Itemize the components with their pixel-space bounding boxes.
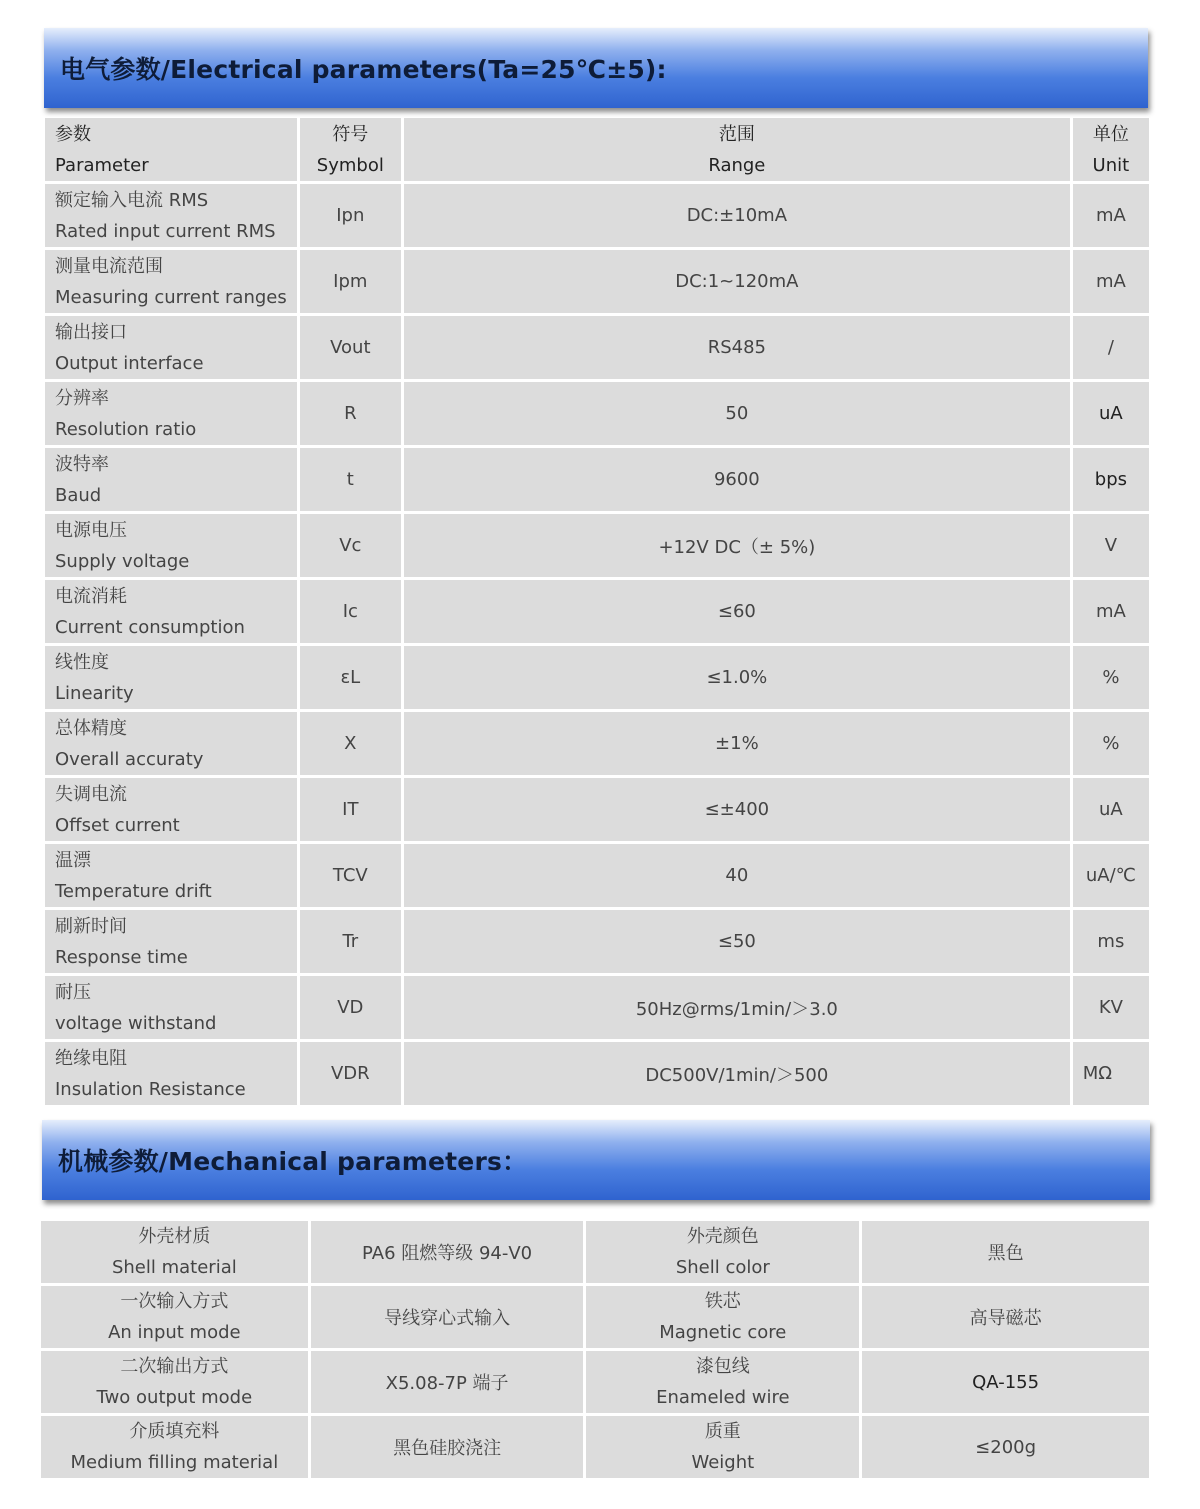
table-row — [45, 250, 1149, 313]
symbol-cell: t — [300, 448, 401, 511]
parameter-name-cn: 耐压 — [55, 981, 91, 1003]
property-value-cell: 导线穿心式输入 — [311, 1286, 584, 1348]
electrical-section-banner — [44, 28, 1148, 108]
electrical-parameters-table — [42, 115, 1152, 1108]
parameter-cell — [45, 844, 297, 907]
property-label-cn: 铁芯 — [704, 1291, 741, 1312]
range-cell: 50Hz@rms/1min/＞3.0 — [404, 976, 1070, 1039]
property-label-cell — [41, 1351, 308, 1413]
table-row — [45, 1042, 1149, 1105]
property-label-cn: 外壳材质 — [138, 1226, 211, 1247]
parameter-name-en: Resolution ratio — [55, 418, 197, 440]
symbol-cell: Ic — [300, 580, 401, 643]
range-cell: DC:±10mA — [404, 184, 1070, 247]
range-cell: ±1% — [404, 712, 1070, 775]
symbol-cell: IT — [300, 778, 401, 841]
range-cell: ≤50 — [404, 910, 1070, 973]
parameter-name-cn: 分辨率 — [55, 387, 109, 409]
symbol-cell: Ipm — [300, 250, 401, 313]
parameter-name-cn: 总体精度 — [55, 717, 127, 739]
unit-cell: uA — [1073, 382, 1149, 445]
table-row — [45, 778, 1149, 841]
unit-cell: mA — [1073, 184, 1149, 247]
parameter-name-en: Temperature drift — [55, 880, 212, 902]
symbol-cell: Vout — [300, 316, 401, 379]
parameter-name-cn: 输出接口 — [55, 321, 127, 343]
parameter-cell — [45, 778, 297, 841]
range-cell: 9600 — [404, 448, 1070, 511]
property-value-cell: QA-155 — [862, 1351, 1149, 1413]
table-row — [41, 1416, 1149, 1478]
parameter-name-cn: 绝缘电阻 — [55, 1047, 127, 1069]
table-row — [45, 976, 1149, 1039]
range-cell: +12V DC（± 5%) — [404, 514, 1070, 577]
property-label-en: Shell material — [111, 1257, 237, 1278]
symbol-cell: Tr — [300, 910, 401, 973]
mechanical-parameters-table — [38, 1218, 1152, 1481]
header-symbol — [300, 118, 401, 181]
parameter-cell — [45, 382, 297, 445]
table-header-row — [45, 118, 1149, 181]
parameter-cell — [45, 448, 297, 511]
symbol-cell: R — [300, 382, 401, 445]
property-label-cn: 质重 — [704, 1421, 741, 1442]
unit-cell: % — [1073, 646, 1149, 709]
property-value-cell: PA6 阻燃等级 94-V0 — [311, 1221, 584, 1283]
parameter-name-en: Baud — [55, 484, 102, 506]
parameter-cell — [45, 514, 297, 577]
property-label-en: Medium filling material — [70, 1452, 279, 1473]
parameter-name-en: Insulation Resistance — [55, 1078, 246, 1100]
property-label-cell — [586, 1351, 859, 1413]
range-cell: ≤±400 — [404, 778, 1070, 841]
parameter-name-en: voltage withstand — [55, 1012, 217, 1034]
parameter-name-en: Measuring current ranges — [55, 286, 287, 308]
unit-cell: KV — [1073, 976, 1149, 1039]
symbol-cell: X — [300, 712, 401, 775]
parameter-cell — [45, 712, 297, 775]
electrical-section-title: 电气参数/Electrical parameters(Ta=25℃±5): — [60, 55, 667, 84]
header-unit-cn: 单位 — [1092, 123, 1129, 145]
property-label-cell — [41, 1221, 308, 1283]
property-label-cell — [41, 1416, 308, 1478]
range-cell: ≤1.0% — [404, 646, 1070, 709]
header-parameter-en: Parameter — [55, 154, 149, 176]
table-row — [45, 646, 1149, 709]
parameter-name-cn: 线性度 — [55, 651, 109, 673]
header-symbol-en: Symbol — [316, 154, 384, 176]
parameter-name-cn: 额定输入电流 RMS — [55, 189, 209, 211]
unit-cell: MΩ — [1073, 1042, 1149, 1105]
header-range — [404, 118, 1070, 181]
parameter-cell — [45, 646, 297, 709]
table-row — [45, 910, 1149, 973]
parameter-name-cn: 波特率 — [55, 453, 109, 475]
table-row — [45, 382, 1149, 445]
table-row — [45, 184, 1149, 247]
parameter-cell — [45, 976, 297, 1039]
header-range-en: Range — [708, 154, 766, 176]
parameter-name-en: Response time — [55, 946, 188, 968]
property-label-en: Magnetic core — [659, 1322, 787, 1343]
parameter-cell — [45, 184, 297, 247]
header-range-cn: 范围 — [718, 123, 755, 145]
parameter-cell — [45, 910, 297, 973]
property-label-cn: 外壳颜色 — [686, 1226, 759, 1247]
parameter-name-en: Offset current — [55, 814, 180, 836]
header-symbol-cn: 符号 — [332, 123, 369, 145]
parameter-name-cn: 测量电流范围 — [55, 255, 163, 277]
range-cell: DC500V/1min/＞500 — [404, 1042, 1070, 1105]
symbol-cell: Ipn — [300, 184, 401, 247]
symbol-cell: VD — [300, 976, 401, 1039]
parameter-name-cn: 电流消耗 — [55, 585, 127, 607]
property-label-en: Shell color — [675, 1257, 770, 1278]
parameter-name-en: Rated input current RMS — [55, 220, 276, 242]
table-row — [41, 1221, 1149, 1283]
table-row — [45, 580, 1149, 643]
symbol-cell: εL — [300, 646, 401, 709]
unit-cell: / — [1073, 316, 1149, 379]
table-row — [41, 1351, 1149, 1413]
header-parameter — [45, 118, 297, 181]
mechanical-section-banner — [42, 1120, 1150, 1200]
property-value-cell: ≤200g — [862, 1416, 1149, 1478]
unit-cell: V — [1073, 514, 1149, 577]
parameter-name-cn: 电源电压 — [55, 519, 127, 541]
symbol-cell: Vc — [300, 514, 401, 577]
property-label-en: Enameled wire — [656, 1387, 790, 1408]
range-cell: 40 — [404, 844, 1070, 907]
table-row — [45, 448, 1149, 511]
property-value-cell: X5.08-7P 端子 — [311, 1351, 584, 1413]
range-cell: DC:1~120mA — [404, 250, 1070, 313]
property-value-cell: 黑色硅胶浇注 — [311, 1416, 584, 1478]
symbol-cell: VDR — [300, 1042, 401, 1105]
property-label-cn: 漆包线 — [695, 1356, 750, 1377]
parameter-cell — [45, 250, 297, 313]
parameter-name-en: Linearity — [55, 682, 134, 704]
property-label-cell — [586, 1221, 859, 1283]
parameter-name-cn: 刷新时间 — [55, 915, 127, 937]
unit-cell: uA/℃ — [1073, 844, 1149, 907]
parameter-name-en: Output interface — [55, 352, 204, 374]
header-parameter-cn: 参数 — [55, 123, 91, 145]
symbol-cell: TCV — [300, 844, 401, 907]
unit-cell: uA — [1073, 778, 1149, 841]
table-row — [45, 844, 1149, 907]
unit-cell: bps — [1073, 448, 1149, 511]
property-label-cell — [586, 1416, 859, 1478]
property-label-cn: 介质填充料 — [129, 1421, 220, 1442]
table-row — [45, 514, 1149, 577]
property-label-en: Weight — [691, 1452, 755, 1473]
parameter-name-en: Overall accuraty — [55, 748, 204, 770]
property-label-cell — [41, 1286, 308, 1348]
range-cell: RS485 — [404, 316, 1070, 379]
parameter-name-en: Current consumption — [55, 616, 245, 638]
unit-cell: mA — [1073, 250, 1149, 313]
table-row — [45, 712, 1149, 775]
header-unit — [1073, 118, 1149, 181]
property-label-cn: 二次输出方式 — [120, 1356, 229, 1377]
unit-cell: mA — [1073, 580, 1149, 643]
property-label-en: An input mode — [108, 1322, 241, 1343]
table-row — [45, 316, 1149, 379]
parameter-name-cn: 温漂 — [55, 849, 91, 871]
parameter-name-cn: 失调电流 — [55, 783, 127, 805]
table-row — [41, 1286, 1149, 1348]
header-unit-en: Unit — [1092, 154, 1130, 176]
parameter-cell — [45, 580, 297, 643]
property-value-cell: 高导磁芯 — [862, 1286, 1149, 1348]
unit-cell: % — [1073, 712, 1149, 775]
property-label-cn: 一次输入方式 — [120, 1291, 229, 1312]
range-cell: ≤60 — [404, 580, 1070, 643]
mechanical-section-title: 机械参数/Mechanical parameters： — [58, 1147, 528, 1176]
parameter-cell — [45, 316, 297, 379]
property-value-cell: 黑色 — [862, 1221, 1149, 1283]
range-cell: 50 — [404, 382, 1070, 445]
parameter-name-en: Supply voltage — [55, 550, 190, 572]
unit-cell: ms — [1073, 910, 1149, 973]
property-label-en: Two output mode — [96, 1387, 253, 1408]
property-label-cell — [586, 1286, 859, 1348]
parameter-cell — [45, 1042, 297, 1105]
